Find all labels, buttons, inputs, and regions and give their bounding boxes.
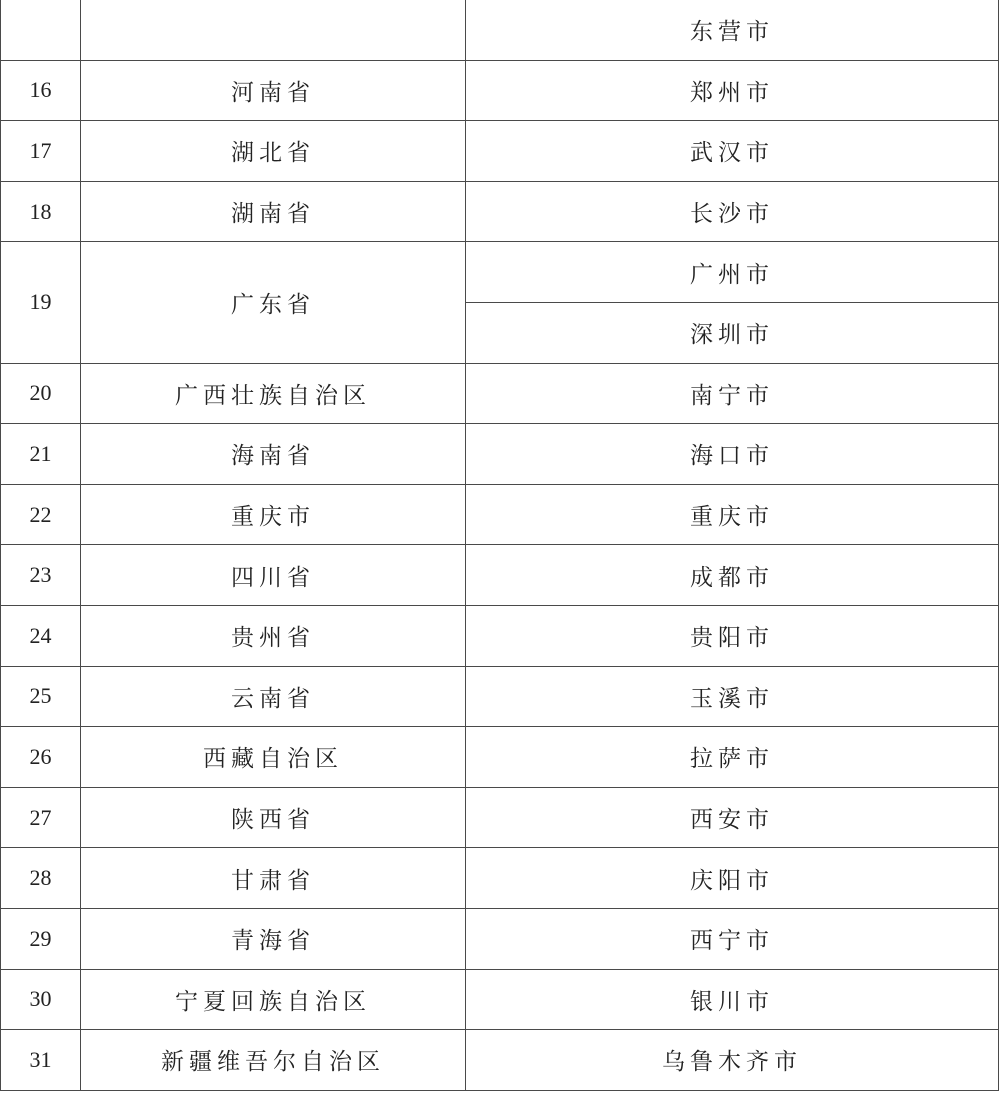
province-cell: 湖北省: [81, 121, 466, 182]
row-number-cell: 26: [1, 727, 81, 788]
table-row: [1, 605, 999, 666]
row-number-cell: 19: [1, 242, 81, 363]
table-row: [1, 666, 999, 727]
province-cell: 新疆维吾尔自治区: [81, 1030, 466, 1091]
row-number-cell: 18: [1, 181, 81, 242]
province-cell: 河南省: [81, 60, 466, 121]
row-number-cell: 23: [1, 545, 81, 606]
table-row: [1, 181, 999, 242]
province-cell: 湖南省: [81, 181, 466, 242]
province-cell: 海南省: [81, 424, 466, 485]
province-cell: 广东省: [81, 242, 466, 363]
table-row: [1, 969, 999, 1030]
province-cell: 云南省: [81, 666, 466, 727]
province-cell: 甘肃省: [81, 848, 466, 909]
province-cell: [81, 0, 466, 60]
province-cell: 广西壮族自治区: [81, 363, 466, 424]
row-number-cell: 20: [1, 363, 81, 424]
city-cell: 银川市: [466, 969, 999, 1030]
table-row: [1, 60, 999, 121]
row-number-cell: [1, 0, 81, 60]
table-row: [1, 0, 999, 60]
row-number-cell: 27: [1, 787, 81, 848]
table-row: [1, 484, 999, 545]
province-cell: 陕西省: [81, 787, 466, 848]
province-cell: 四川省: [81, 545, 466, 606]
row-number-cell: 30: [1, 969, 81, 1030]
city-cell: 拉萨市: [466, 727, 999, 788]
city-cell: 长沙市: [466, 181, 999, 242]
province-cell: 重庆市: [81, 484, 466, 545]
city-cell: 郑州市: [466, 60, 999, 121]
table-row: [1, 363, 999, 424]
city-cell: 海口市: [466, 424, 999, 485]
city-cell: 成都市: [466, 545, 999, 606]
city-cell: 贵阳市: [466, 605, 999, 666]
row-number-cell: 16: [1, 60, 81, 121]
table-row: [1, 727, 999, 788]
province-cell: 青海省: [81, 908, 466, 969]
province-cell: 西藏自治区: [81, 727, 466, 788]
row-number-cell: 29: [1, 908, 81, 969]
row-number-cell: 28: [1, 848, 81, 909]
row-number-cell: 17: [1, 121, 81, 182]
table-row: [1, 242, 999, 303]
city-cell: 武汉市: [466, 121, 999, 182]
row-number-cell: 31: [1, 1030, 81, 1091]
province-cell: 宁夏回族自治区: [81, 969, 466, 1030]
city-cell: 深圳市: [466, 302, 999, 363]
city-cell: 南宁市: [466, 363, 999, 424]
table-row: [1, 787, 999, 848]
row-number-cell: 24: [1, 605, 81, 666]
table-row: [1, 908, 999, 969]
row-number-cell: 22: [1, 484, 81, 545]
province-cell: 贵州省: [81, 605, 466, 666]
city-cell: 庆阳市: [466, 848, 999, 909]
table-row: [1, 121, 999, 182]
table-row: [1, 1030, 999, 1091]
city-cell: 西安市: [466, 787, 999, 848]
table-row: [1, 424, 999, 485]
row-number-cell: 21: [1, 424, 81, 485]
table-row: [1, 545, 999, 606]
city-cell: 东营市: [466, 0, 999, 60]
city-cell: 玉溪市: [466, 666, 999, 727]
city-cell: 广州市: [466, 242, 999, 303]
row-number-cell: 25: [1, 666, 81, 727]
city-cell: 西宁市: [466, 908, 999, 969]
table-body: [1, 0, 999, 1090]
city-cell: 重庆市: [466, 484, 999, 545]
table-row: [1, 848, 999, 909]
city-cell: 乌鲁木齐市: [466, 1030, 999, 1091]
